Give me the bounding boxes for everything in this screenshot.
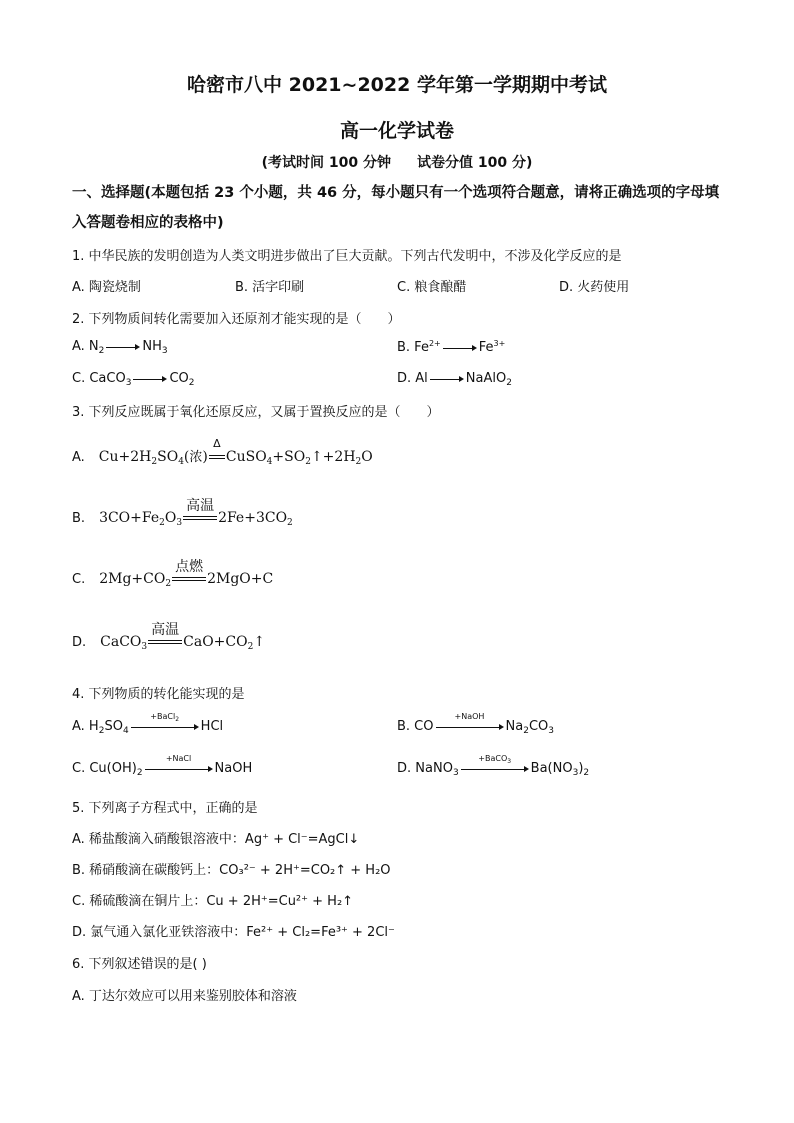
q6-option-a: A. 丁达尔效应可以用来鉴别胶体和溶液	[72, 989, 297, 1004]
reaction-arrow	[106, 342, 140, 352]
q4-stem: 4. 下列物质的转化能实现的是	[72, 687, 245, 702]
reaction-arrow: +BaCl$_2$	[131, 722, 199, 732]
ignition-condition: 点燃	[172, 571, 206, 587]
q4-option-d: D. NaNO$_3$ +BaCO$_3$ $Ba(NO_3)_2$	[397, 753, 590, 778]
q1-option-a: A. 陶瓷烧制	[72, 280, 141, 295]
q2-option-d: D. Al NaAlO$_2$	[397, 371, 512, 388]
reaction-arrow: +NaCl	[145, 764, 213, 774]
q3-stem: 3. 下列反应既属于氧化还原反应，又属于置换反应的是（ ）	[72, 405, 440, 420]
high-temp-condition: 高温	[148, 634, 182, 650]
q4-option-c: C. $Cu(OH)_2$ +NaCl NaOH	[72, 753, 253, 778]
section-heading: 一、选择题(本题包括 23 个小题，共 46 分，每小题只有一个选项符合题意，请将正确选项的字母填入答题卷相应的表格中)	[72, 185, 720, 231]
q5-option-b: B. 稀硝酸滴在碳酸钙上：CO₃²⁻ + 2H⁺=CO₂↑ + H₂O	[72, 863, 391, 878]
reaction-arrow	[430, 374, 464, 384]
q2-option-a: A. $N_2$ $NH_3$	[72, 339, 168, 356]
q4-option-a: A. $H_2SO_4$ +BaCl$_2$ HCl	[72, 711, 224, 736]
q1-option-d: D. 火药使用	[559, 280, 630, 295]
q6-stem: 6. 下列叙述错误的是( )	[72, 957, 207, 972]
reaction-arrow	[133, 374, 167, 384]
q2-stem: 2. 下列物质间转化需要加入还原剂才能实现的是（ ）	[72, 312, 401, 327]
q5-option-d: D. 氯气通入氯化亚铁溶液中：Fe²⁺ + Cl₂=Fe³⁺ + 2Cl⁻	[72, 925, 395, 940]
q4-option-b: B. CO +NaOH $Na_2CO_3$	[397, 711, 554, 736]
high-temp-condition: 高温	[183, 510, 217, 526]
exam-notes	[0, 152, 794, 172]
exam-subtitle: 高一化学试卷	[339, 120, 454, 142]
q3-option-d: D. CaCO$_3$ 高温 $CaO+CO_2↑$	[72, 622, 266, 652]
q2-option-c: C. CaCO$_3$ $CO_2$	[72, 371, 195, 388]
q3-option-a: A. $Cu+2H_2SO_4$(浓) Δ $CuSO_4+SO_2↑+2H_2O$	[72, 437, 373, 467]
time-note: (考试时间 100 分钟	[261, 155, 391, 171]
q1-stem: 1. 中华民族的发明创造为人类文明进步做出了巨大贡献。下列古代发明中，不涉及化学反应的是	[72, 249, 622, 264]
q1-option-b: B. 活字印刷	[235, 280, 305, 295]
heating-condition: Δ	[209, 449, 225, 465]
q5-option-a: A. 稀盐酸滴入硝酸银溶液中：Ag⁺ + Cl⁻=AgCl↓	[72, 832, 360, 847]
q1-option-c: C. 粮食酿醋	[397, 280, 467, 295]
reaction-arrow	[443, 343, 477, 353]
reaction-arrow: +NaOH	[436, 722, 504, 732]
q3-option-c: C. $2Mg+CO_2$ 点燃 2MgO+C	[72, 559, 274, 589]
score-note: 试卷分值 100 分)	[417, 155, 533, 171]
q3-option-b: B. $3CO+Fe_2O_3$ 高温 $2Fe+3CO_2$	[72, 498, 293, 528]
q2-option-b: B. $Fe^{2+}$ $Fe^{3+}$	[397, 339, 506, 355]
q5-option-c: C. 稀硫酸滴在铜片上：Cu + 2H⁺=Cu²⁺ + H₂↑	[72, 894, 354, 909]
q5-stem: 5. 下列离子方程式中，正确的是	[72, 801, 258, 816]
exam-title: 哈密市八中 2021~2022 学年第一学期期中考试	[187, 74, 607, 96]
reaction-arrow: +BaCO$_3$	[461, 764, 529, 774]
